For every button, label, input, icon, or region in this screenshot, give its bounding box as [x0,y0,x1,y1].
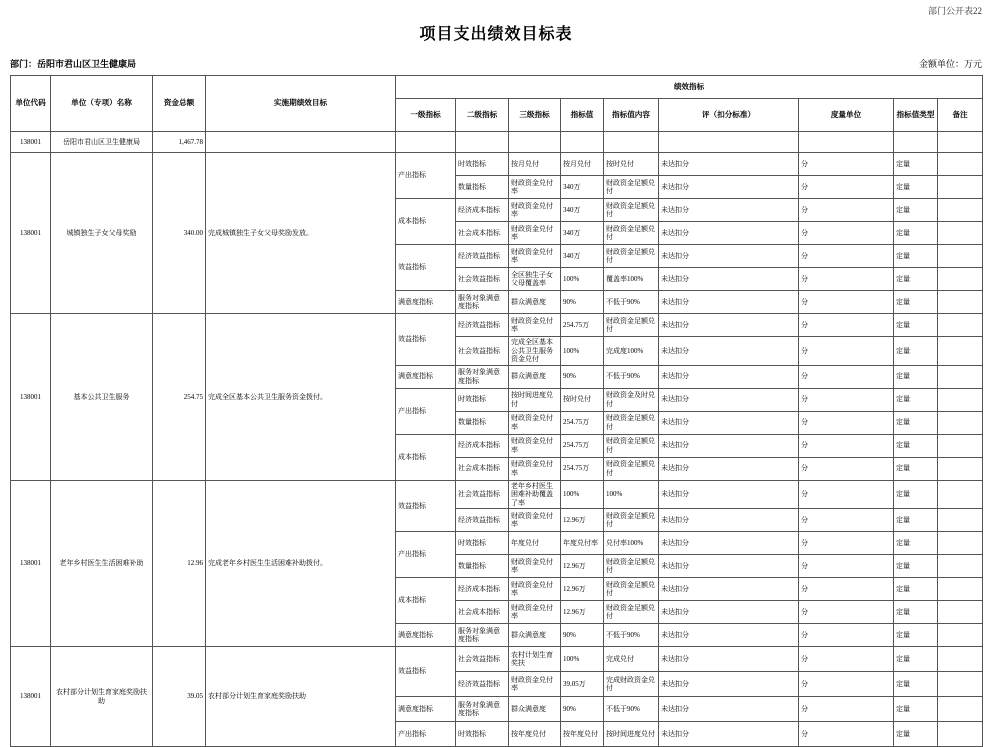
remarks-cell [938,722,983,747]
level3-indicator-cell: 按月兑付 [509,153,561,176]
indicator-value-cell: 按时兑付 [561,388,604,411]
value-type-cell: 定量 [894,480,938,509]
total-amount-cell: 12.96 [153,480,206,647]
level1-indicator-cell: 满意度指标 [396,697,456,722]
level2-indicator-cell: 社会成本指标 [456,601,509,624]
scoring-standard-cell: 未达扣分 [659,199,799,222]
indicator-content-cell: 财政资金足额兑付 [604,314,659,337]
measure-unit-cell: 分 [799,624,894,647]
level2-indicator-cell: 服务对象满意度指标 [456,697,509,722]
unit-code-cell: 138001 [11,480,51,647]
header-indicator-value: 指标值 [561,99,604,132]
empty-content-cell [604,132,659,153]
empty-type-cell [894,132,938,153]
remarks-cell [938,672,983,697]
unit-code-cell: 138001 [11,314,51,481]
empty-level1-cell [396,132,456,153]
table-body [11,132,983,747]
indicator-content-cell: 完成度100% [604,337,659,366]
value-type-cell: 定量 [894,532,938,555]
remarks-cell [938,434,983,457]
header-unit-name: 单位（专项）名称 [51,76,153,132]
level3-indicator-cell: 完成全区基本公共卫生服务资金兑付 [509,337,561,366]
indicator-row [11,647,983,672]
value-type-cell: 定量 [894,624,938,647]
measure-unit-cell: 分 [799,245,894,268]
value-type-cell: 定量 [894,222,938,245]
value-type-cell: 定量 [894,291,938,314]
level2-indicator-cell: 数量指标 [456,555,509,578]
indicator-value-cell: 年度兑付率 [561,532,604,555]
remarks-cell [938,601,983,624]
level1-indicator-cell: 效益指标 [396,314,456,366]
department-label: 部门：岳阳市君山区卫生健康局 [10,59,137,69]
remarks-cell [938,480,983,509]
total-amount-cell: 254.75 [153,314,206,481]
level3-indicator-cell: 群众满意度 [509,697,561,722]
indicator-content-cell: 财政资金足额兑付 [604,199,659,222]
measure-unit-cell: 分 [799,268,894,291]
remarks-cell [938,555,983,578]
value-type-cell: 定量 [894,647,938,672]
total-amount-cell: 340.00 [153,153,206,314]
level2-indicator-cell: 服务对象满意度指标 [456,365,509,388]
level1-indicator-cell: 产出指标 [396,532,456,578]
indicator-content-cell: 财政资金足额兑付 [604,509,659,532]
indicator-row [11,480,983,509]
value-type-cell: 定量 [894,434,938,457]
level2-indicator-cell: 社会效益指标 [456,337,509,366]
value-type-cell: 定量 [894,314,938,337]
remarks-cell [938,314,983,337]
value-type-cell: 定量 [894,337,938,366]
header-level3-indicator: 三级指标 [509,99,561,132]
value-type-cell: 定量 [894,722,938,747]
indicator-value-cell: 12.96万 [561,601,604,624]
indicator-content-cell: 不低于90% [604,624,659,647]
indicator-content-cell: 财政资金足额兑付 [604,411,659,434]
remarks-cell [938,624,983,647]
value-type-cell: 定量 [894,697,938,722]
measure-unit-cell: 分 [799,672,894,697]
indicator-content-cell: 不低于90% [604,291,659,314]
value-type-cell: 定量 [894,245,938,268]
header-unit-code: 单位代码 [11,76,51,132]
indicator-value-cell: 254.75万 [561,457,604,480]
level2-indicator-cell: 社会成本指标 [456,457,509,480]
measure-unit-cell: 分 [799,199,894,222]
scoring-standard-cell: 未达扣分 [659,388,799,411]
indicator-content-cell: 不低于90% [604,365,659,388]
unit-name-cell: 老年乡村医生生活困难补助 [51,480,153,647]
scoring-standard-cell: 未达扣分 [659,291,799,314]
measure-unit-cell: 分 [799,532,894,555]
level1-indicator-cell: 效益指标 [396,480,456,532]
measure-unit-cell: 分 [799,722,894,747]
measure-unit-cell: 分 [799,337,894,366]
level3-indicator-cell: 财政资金兑付率 [509,176,561,199]
value-type-cell: 定量 [894,555,938,578]
remarks-cell [938,578,983,601]
header-scoring-standard: 评（扣分标准） [659,99,799,132]
measure-unit-cell: 分 [799,291,894,314]
scoring-standard-cell: 未达扣分 [659,245,799,268]
unit-code-cell: 138001 [11,647,51,747]
level1-indicator-cell: 满意度指标 [396,365,456,388]
header-remarks: 备注 [938,99,983,132]
indicator-value-cell: 12.96万 [561,578,604,601]
measure-unit-cell: 分 [799,601,894,624]
indicator-value-cell: 90% [561,697,604,722]
measure-unit-cell: 分 [799,697,894,722]
remarks-cell [938,222,983,245]
unit-code-cell: 138001 [11,132,51,153]
scoring-standard-cell: 未达扣分 [659,268,799,291]
level1-indicator-cell: 产出指标 [396,388,456,434]
level1-indicator-cell: 满意度指标 [396,624,456,647]
indicator-value-cell: 按年度兑付 [561,722,604,747]
unit-name-cell: 城镇独生子女父母奖励 [51,153,153,314]
scoring-standard-cell: 未达扣分 [659,509,799,532]
indicator-content-cell: 财政资金足额兑付 [604,222,659,245]
empty-note-cell [938,132,983,153]
scoring-standard-cell: 未达扣分 [659,480,799,509]
value-type-cell: 定量 [894,457,938,480]
unit-code-cell: 138001 [11,153,51,314]
level3-indicator-cell: 财政资金兑付率 [509,578,561,601]
header-performance-indicators: 绩效指标 [396,76,983,99]
remarks-cell [938,697,983,722]
indicator-content-cell: 完成财政资金兑付 [604,672,659,697]
remarks-cell [938,268,983,291]
measure-unit-cell: 分 [799,647,894,672]
indicator-value-cell: 340万 [561,199,604,222]
indicator-value-cell: 100% [561,337,604,366]
level2-indicator-cell: 社会效益指标 [456,268,509,291]
scoring-standard-cell: 未达扣分 [659,457,799,480]
value-type-cell: 定量 [894,153,938,176]
indicator-value-cell: 90% [561,365,604,388]
indicator-content-cell: 按时兑付 [604,153,659,176]
level3-indicator-cell: 财政资金兑付率 [509,245,561,268]
header-level2-indicator: 二级指标 [456,99,509,132]
measure-unit-cell: 分 [799,457,894,480]
indicator-row [11,314,983,337]
indicator-content-cell: 财政资金足额兑付 [604,555,659,578]
measure-unit-cell: 分 [799,176,894,199]
remarks-cell [938,176,983,199]
indicator-value-cell: 按月兑付 [561,153,604,176]
unit-name-cell: 岳阳市君山区卫生健康局 [51,132,153,153]
level3-indicator-cell: 群众满意度 [509,365,561,388]
level1-indicator-cell: 满意度指标 [396,291,456,314]
value-type-cell: 定量 [894,411,938,434]
scoring-standard-cell: 未达扣分 [659,365,799,388]
page-title: 项目支出绩效目标表 [419,26,573,43]
empty-value-cell [561,132,604,153]
level1-indicator-cell: 产出指标 [396,153,456,199]
remarks-cell [938,199,983,222]
header-value-type: 指标值类型 [894,99,938,132]
indicator-value-cell: 340万 [561,176,604,199]
indicator-value-cell: 340万 [561,245,604,268]
scoring-standard-cell: 未达扣分 [659,434,799,457]
level3-indicator-cell: 全区独生子女父母覆盖率 [509,268,561,291]
value-type-cell: 定量 [894,199,938,222]
value-type-cell: 定量 [894,672,938,697]
level2-indicator-cell: 数量指标 [456,411,509,434]
period-target-cell: 完成全区基本公共卫生服务资金拨付。 [206,314,396,481]
scoring-standard-cell: 未达扣分 [659,722,799,747]
scoring-standard-cell: 未达扣分 [659,601,799,624]
scoring-standard-cell: 未达扣分 [659,647,799,672]
total-amount-cell: 1,467.78 [153,132,206,153]
measure-unit-cell: 分 [799,411,894,434]
level2-indicator-cell: 经济效益指标 [456,672,509,697]
indicator-content-cell: 兑付率100% [604,532,659,555]
level2-indicator-cell: 经济成本指标 [456,434,509,457]
level3-indicator-cell: 群众满意度 [509,624,561,647]
level1-indicator-cell: 效益指标 [396,647,456,697]
remarks-cell [938,245,983,268]
indicator-content-cell: 财政资金足额兑付 [604,434,659,457]
empty-standard-cell [659,132,799,153]
level3-indicator-cell: 农村计划生育奖扶 [509,647,561,672]
indicator-content-cell: 按时间进度兑付 [604,722,659,747]
remarks-cell [938,457,983,480]
level3-indicator-cell: 财政资金兑付率 [509,555,561,578]
value-type-cell: 定量 [894,601,938,624]
level2-indicator-cell: 时效指标 [456,388,509,411]
level1-indicator-cell: 成本指标 [396,199,456,245]
performance-target-table [10,75,983,747]
indicator-value-cell: 100% [561,480,604,509]
indicator-content-cell: 完成兑付 [604,647,659,672]
level3-indicator-cell: 年度兑付 [509,532,561,555]
level3-indicator-cell: 老年乡村医生困难补助覆盖了率 [509,480,561,509]
measure-unit-cell: 分 [799,555,894,578]
period-target-cell [206,132,396,153]
period-target-cell: 完成城镇独生子女父母奖励发放。 [206,153,396,314]
period-target-cell: 农村部分计划生育家庭奖励扶助 [206,647,396,747]
total-amount-cell: 39.05 [153,647,206,747]
level2-indicator-cell: 数量指标 [456,176,509,199]
indicator-content-cell: 财政资金及时兑付 [604,388,659,411]
level3-indicator-cell: 财政资金兑付率 [509,222,561,245]
value-type-cell: 定量 [894,365,938,388]
header-indicator-content: 指标值内容 [604,99,659,132]
indicator-content-cell: 财政资金足额兑付 [604,176,659,199]
remarks-cell [938,365,983,388]
scoring-standard-cell: 未达扣分 [659,672,799,697]
unit-name-cell: 农村部分计划生育家庭奖励扶助 [51,647,153,747]
value-type-cell: 定量 [894,578,938,601]
level2-indicator-cell: 时效指标 [456,532,509,555]
summary-row [11,132,983,153]
indicator-value-cell: 340万 [561,222,604,245]
header-level1-indicator: 一级指标 [396,99,456,132]
empty-level2-cell [456,132,509,153]
remarks-cell [938,388,983,411]
indicator-content-cell: 财政资金足额兑付 [604,457,659,480]
value-type-cell: 定量 [894,388,938,411]
level2-indicator-cell: 服务对象满意度指标 [456,624,509,647]
remarks-cell [938,532,983,555]
indicator-value-cell: 90% [561,291,604,314]
indicator-content-cell: 财政资金足额兑付 [604,245,659,268]
level2-indicator-cell: 服务对象满意度指标 [456,291,509,314]
scoring-standard-cell: 未达扣分 [659,222,799,245]
remarks-cell [938,647,983,672]
level2-indicator-cell: 经济效益指标 [456,314,509,337]
unit-name-cell: 基本公共卫生服务 [51,314,153,481]
remarks-cell [938,411,983,434]
indicator-value-cell: 254.75万 [561,314,604,337]
measure-unit-cell: 分 [799,365,894,388]
scoring-standard-cell: 未达扣分 [659,411,799,434]
remarks-cell [938,153,983,176]
empty-level3-cell [509,132,561,153]
indicator-value-cell: 100% [561,647,604,672]
header-measure-unit: 度量单位 [799,99,894,132]
indicator-content-cell: 不低于90% [604,697,659,722]
indicator-value-cell: 12.96万 [561,555,604,578]
level2-indicator-cell: 时效指标 [456,153,509,176]
measure-unit-cell: 分 [799,434,894,457]
scoring-standard-cell: 未达扣分 [659,578,799,601]
value-type-cell: 定量 [894,268,938,291]
indicator-content-cell: 财政资金足额兑付 [604,601,659,624]
scoring-standard-cell: 未达扣分 [659,624,799,647]
indicator-value-cell: 100% [561,268,604,291]
remarks-cell [938,291,983,314]
remarks-cell [938,337,983,366]
level3-indicator-cell: 财政资金兑付率 [509,509,561,532]
indicator-content-cell: 100% [604,480,659,509]
level1-indicator-cell: 成本指标 [396,434,456,480]
scoring-standard-cell: 未达扣分 [659,555,799,578]
level3-indicator-cell: 财政资金兑付率 [509,411,561,434]
scoring-standard-cell: 未达扣分 [659,176,799,199]
measure-unit-cell: 分 [799,578,894,601]
level2-indicator-cell: 社会效益指标 [456,480,509,509]
empty-unit-cell [799,132,894,153]
remarks-cell [938,509,983,532]
indicator-value-cell: 254.75万 [561,434,604,457]
measure-unit-cell: 分 [799,153,894,176]
level3-indicator-cell: 财政资金兑付率 [509,314,561,337]
indicator-content-cell: 覆盖率100% [604,268,659,291]
level2-indicator-cell: 经济效益指标 [456,509,509,532]
level2-indicator-cell: 社会效益指标 [456,647,509,672]
level3-indicator-cell: 财政资金兑付率 [509,434,561,457]
level3-indicator-cell: 按年度兑付 [509,722,561,747]
measure-unit-cell: 分 [799,314,894,337]
level2-indicator-cell: 社会成本指标 [456,222,509,245]
level2-indicator-cell: 经济效益指标 [456,245,509,268]
level3-indicator-cell: 群众满意度 [509,291,561,314]
period-target-cell: 完成老年乡村医生生活困难补助拨付。 [206,480,396,647]
scoring-standard-cell: 未达扣分 [659,314,799,337]
header-total-amount: 资金总额 [153,76,206,132]
indicator-content-cell: 财政资金足额兑付 [604,578,659,601]
amount-unit-label: 金额单位：万元 [918,59,982,69]
measure-unit-cell: 分 [799,480,894,509]
value-type-cell: 定量 [894,176,938,199]
measure-unit-cell: 分 [799,509,894,532]
indicator-value-cell: 39.05万 [561,672,604,697]
scoring-standard-cell: 未达扣分 [659,153,799,176]
scoring-standard-cell: 未达扣分 [659,532,799,555]
level1-indicator-cell: 效益指标 [396,245,456,291]
level2-indicator-cell: 时效指标 [456,722,509,747]
level2-indicator-cell: 经济成本指标 [456,199,509,222]
header-period-target: 实施期绩效目标 [206,76,396,132]
level3-indicator-cell: 财政资金兑付率 [509,199,561,222]
indicator-value-cell: 12.96万 [561,509,604,532]
level3-indicator-cell: 按时间进度兑付 [509,388,561,411]
indicator-row [11,153,983,176]
level3-indicator-cell: 财政资金兑付率 [509,672,561,697]
doc-index-label: 部门公开表22 [927,6,982,16]
level1-indicator-cell: 产出指标 [396,722,456,747]
value-type-cell: 定量 [894,509,938,532]
measure-unit-cell: 分 [799,388,894,411]
scoring-standard-cell: 未达扣分 [659,697,799,722]
indicator-value-cell: 90% [561,624,604,647]
table-header [11,76,983,132]
level3-indicator-cell: 财政资金兑付率 [509,601,561,624]
meta-row [10,59,982,70]
level2-indicator-cell: 经济成本指标 [456,578,509,601]
indicator-value-cell: 254.75万 [561,411,604,434]
level3-indicator-cell: 财政资金兑付率 [509,457,561,480]
measure-unit-cell: 分 [799,222,894,245]
scoring-standard-cell: 未达扣分 [659,337,799,366]
level1-indicator-cell: 成本指标 [396,578,456,624]
